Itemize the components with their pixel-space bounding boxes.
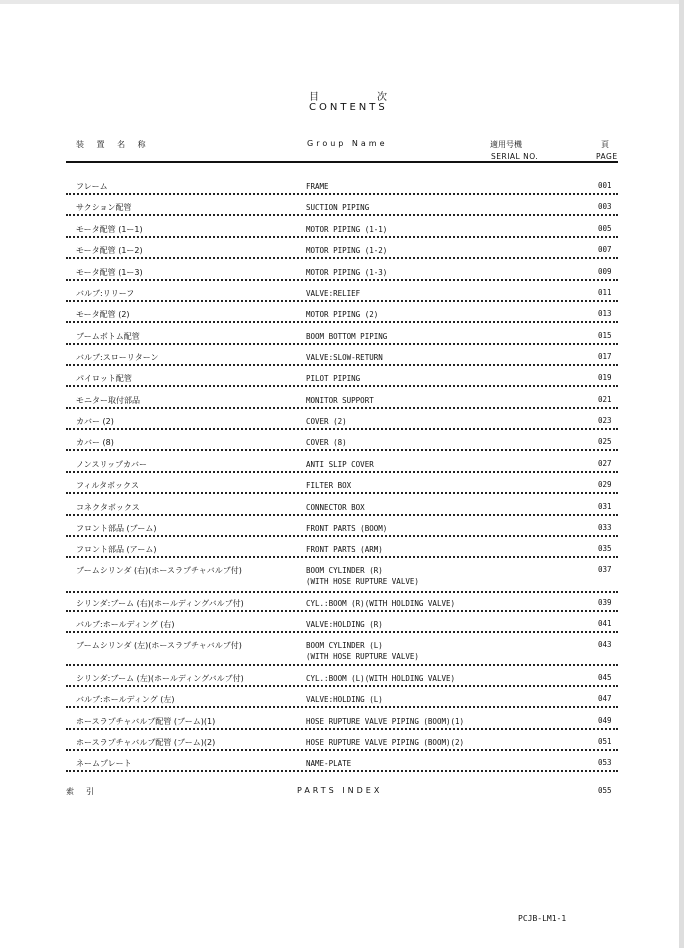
- row-dotted-separator: [66, 257, 618, 259]
- row-group-name-line1: CONNECTOR BOX: [306, 503, 365, 512]
- row-group-name-line1: VALVE:SLOW-RETURN: [306, 353, 383, 362]
- title-english: CONTENTS: [309, 102, 388, 113]
- row-dotted-separator: [66, 749, 618, 751]
- row-page-number: 005: [598, 224, 612, 233]
- row-japanese-name: ノンスリップカバー: [76, 460, 148, 469]
- row-japanese-name: シリンダ:ブーム (右)(ホールディングバルブ付): [76, 599, 244, 608]
- row-japanese-name: カバー (8): [76, 438, 114, 447]
- row-group-name: [306, 416, 347, 427]
- row-page-number: 019: [598, 373, 612, 382]
- header-page-en: PAGE: [596, 152, 618, 161]
- header-serial-ja: 適用号機: [490, 140, 522, 149]
- row-japanese-name: ネームプレート: [76, 759, 132, 768]
- row-group-name: [306, 737, 464, 748]
- row-page-number: 017: [598, 352, 612, 361]
- row-page-number: 043: [598, 640, 612, 649]
- title-ja-left: 目: [309, 92, 319, 103]
- row-japanese-name: パイロット配管: [76, 374, 132, 383]
- row-group-name-line1: MOTOR PIPING (2): [306, 310, 379, 319]
- row-page-number: 003: [598, 202, 612, 211]
- row-dotted-separator: [66, 321, 618, 323]
- row-dotted-separator: [66, 728, 618, 730]
- row-page-number: 045: [598, 673, 612, 682]
- row-group-name-line1: MOTOR PIPING (1-2): [306, 246, 388, 255]
- row-page-number: 033: [598, 523, 612, 532]
- row-group-name-line1: FRONT PARTS (BOOM): [306, 524, 388, 533]
- row-group-name-line1: MONITOR SUPPORT: [306, 396, 374, 405]
- row-japanese-name: ホースラプチャバルブ配管 (ブーム)(1): [76, 717, 216, 726]
- row-dotted-separator: [66, 300, 618, 302]
- row-group-name: [306, 694, 383, 705]
- row-page-number: 037: [598, 565, 612, 574]
- row-group-name: [306, 758, 351, 769]
- row-group-name: [306, 598, 455, 609]
- row-group-name-line1: CYL.:BOOM (L)(WITH HOLDING VALVE): [306, 674, 456, 683]
- row-dotted-separator: [66, 556, 618, 558]
- document-code: PCJB-LM1-1: [518, 914, 567, 923]
- row-dotted-separator: [66, 385, 618, 387]
- row-group-name-line1: HOSE RUPTURE VALVE PIPING (BOOM)(2): [306, 738, 465, 747]
- row-dotted-separator: [66, 236, 618, 238]
- row-page-number: 051: [598, 737, 612, 746]
- row-page-number: 053: [598, 758, 612, 767]
- row-group-name: [306, 459, 374, 470]
- row-japanese-name: ブームボトム配管: [76, 332, 140, 341]
- row-japanese-name: サクション配管: [76, 203, 132, 212]
- row-group-name: [306, 202, 369, 213]
- row-dotted-separator: [66, 471, 618, 473]
- row-japanese-name: フロント部品 (ブーム): [76, 524, 157, 533]
- row-japanese-name: バルブ:スローリターン: [76, 353, 159, 362]
- row-group-name: [306, 245, 387, 256]
- row-japanese-name: モニター取付部品: [76, 396, 140, 405]
- row-dotted-separator: [66, 449, 618, 451]
- row-dotted-separator: [66, 664, 618, 666]
- row-dotted-separator: [66, 214, 618, 216]
- row-group-name: [306, 267, 387, 278]
- row-group-name: [306, 395, 374, 406]
- row-group-name-line1: VALVE:HOLDING (R): [306, 620, 383, 629]
- row-japanese-name: ブームシリンダ (左)(ホースラプチャバルブ付): [76, 641, 242, 650]
- header-equipment-name: 装 置 名 称: [76, 140, 151, 149]
- index-page-number: 055: [598, 786, 612, 795]
- row-dotted-separator: [66, 279, 618, 281]
- row-group-name-line1: BOOM BOTTOM PIPING: [306, 332, 388, 341]
- row-group-name-line1: MOTOR PIPING (1-1): [306, 225, 388, 234]
- row-dotted-separator: [66, 492, 618, 494]
- row-dotted-separator: [66, 364, 618, 366]
- row-group-name: [306, 523, 387, 534]
- row-dotted-separator: [66, 631, 618, 633]
- row-group-name: [306, 565, 419, 587]
- row-group-name: [306, 373, 360, 384]
- row-page-number: 035: [598, 544, 612, 553]
- row-page-number: 015: [598, 331, 612, 340]
- header-page-ja: 頁: [601, 140, 609, 149]
- row-group-name-line1: CYL.:BOOM (R)(WITH HOLDING VALVE): [306, 599, 456, 608]
- row-japanese-name: ホースラプチャバルブ配管 (ブーム)(2): [76, 738, 216, 747]
- row-group-name-line1: VALVE:HOLDING (L): [306, 695, 383, 704]
- row-group-name-line1: FRONT PARTS (ARM): [306, 545, 383, 554]
- index-label-english: PARTS INDEX: [297, 786, 383, 795]
- index-ja-right: 引: [86, 787, 94, 796]
- row-group-name-line1: PILOT PIPING: [306, 374, 361, 383]
- row-dotted-separator: [66, 193, 618, 195]
- row-japanese-name: バルブ:ホールディング (左): [76, 695, 175, 704]
- row-dotted-separator: [66, 514, 618, 516]
- row-group-name: [306, 288, 360, 299]
- row-group-name: [306, 544, 383, 555]
- row-japanese-name: モータ配管 (1ー3): [76, 268, 143, 277]
- row-group-name: [306, 224, 387, 235]
- row-japanese-name: ブームシリンダ (右)(ホースラプチャバルブ付): [76, 566, 242, 575]
- row-dotted-separator: [66, 685, 618, 687]
- row-page-number: 021: [598, 395, 612, 404]
- row-page-number: 039: [598, 598, 612, 607]
- row-group-name-line1: COVER (2): [306, 417, 347, 426]
- row-dotted-separator: [66, 407, 618, 409]
- row-group-name: [306, 331, 387, 342]
- row-group-name-line2: (WITH HOSE RUPTURE VALVE): [306, 577, 419, 586]
- row-group-name: [306, 309, 378, 320]
- title-ja-right: 次: [377, 92, 387, 103]
- row-dotted-separator: [66, 591, 618, 593]
- row-japanese-name: モータ配管 (2): [76, 310, 130, 319]
- row-group-name-line2: (WITH HOSE RUPTURE VALVE): [306, 652, 419, 661]
- row-page-number: 001: [598, 181, 612, 190]
- row-group-name: [306, 673, 455, 684]
- row-dotted-separator: [66, 706, 618, 708]
- row-japanese-name: モータ配管 (1ー1): [76, 225, 143, 234]
- row-group-name: [306, 502, 365, 513]
- row-group-name: [306, 352, 383, 363]
- row-page-number: 007: [598, 245, 612, 254]
- row-group-name-line1: FILTER BOX: [306, 481, 352, 490]
- row-japanese-name: モータ配管 (1ー2): [76, 246, 143, 255]
- header-group-name: Group Name: [307, 139, 388, 148]
- row-dotted-separator: [66, 535, 618, 537]
- row-group-name: [306, 619, 383, 630]
- row-group-name-line1: NAME-PLATE: [306, 759, 352, 768]
- row-dotted-separator: [66, 428, 618, 430]
- row-group-name-line1: MOTOR PIPING (1-3): [306, 268, 388, 277]
- row-japanese-name: バルブ:ホールディング (右): [76, 620, 175, 629]
- row-page-number: 047: [598, 694, 612, 703]
- row-japanese-name: カバー (2): [76, 417, 114, 426]
- row-japanese-name: バルブ:リリーフ: [76, 289, 135, 298]
- row-japanese-name: フレーム: [76, 182, 108, 191]
- row-page-number: 023: [598, 416, 612, 425]
- row-page-number: 025: [598, 437, 612, 446]
- row-dotted-separator: [66, 610, 618, 612]
- row-group-name: [306, 437, 347, 448]
- row-group-name-line1: VALVE:RELIEF: [306, 289, 361, 298]
- row-group-name-line1: HOSE RUPTURE VALVE PIPING (BOOM)(1): [306, 717, 465, 726]
- row-japanese-name: フロント部品 (アーム): [76, 545, 157, 554]
- row-japanese-name: コネクタボックス: [76, 503, 140, 512]
- row-page-number: 013: [598, 309, 612, 318]
- row-page-number: 029: [598, 480, 612, 489]
- row-page-number: 031: [598, 502, 612, 511]
- row-group-name: [306, 640, 419, 662]
- row-dotted-separator: [66, 770, 618, 772]
- row-group-name: [306, 480, 351, 491]
- row-group-name: [306, 716, 464, 727]
- header-serial-en: SERIAL NO.: [491, 152, 539, 161]
- row-dotted-separator: [66, 343, 618, 345]
- row-page-number: 011: [598, 288, 612, 297]
- row-group-name: [306, 181, 329, 192]
- row-group-name-line1: BOOM CYLINDER (L): [306, 641, 383, 650]
- row-group-name-line1: SUCTION PIPING: [306, 203, 370, 212]
- row-group-name-line1: COVER (8): [306, 438, 347, 447]
- row-group-name-line1: ANTI SLIP COVER: [306, 460, 374, 469]
- row-group-name-line1: FRAME: [306, 182, 329, 191]
- row-japanese-name: フィルタボックス: [76, 481, 139, 490]
- row-group-name-line1: BOOM CYLINDER (R): [306, 566, 383, 575]
- index-label-japanese: [66, 786, 94, 797]
- row-page-number: 041: [598, 619, 612, 628]
- row-page-number: 049: [598, 716, 612, 725]
- index-ja-left: 索: [66, 787, 74, 796]
- row-japanese-name: シリンダ:ブーム (左)(ホールディングバルブ付): [76, 674, 244, 683]
- row-page-number: 027: [598, 459, 612, 468]
- row-page-number: 009: [598, 267, 612, 276]
